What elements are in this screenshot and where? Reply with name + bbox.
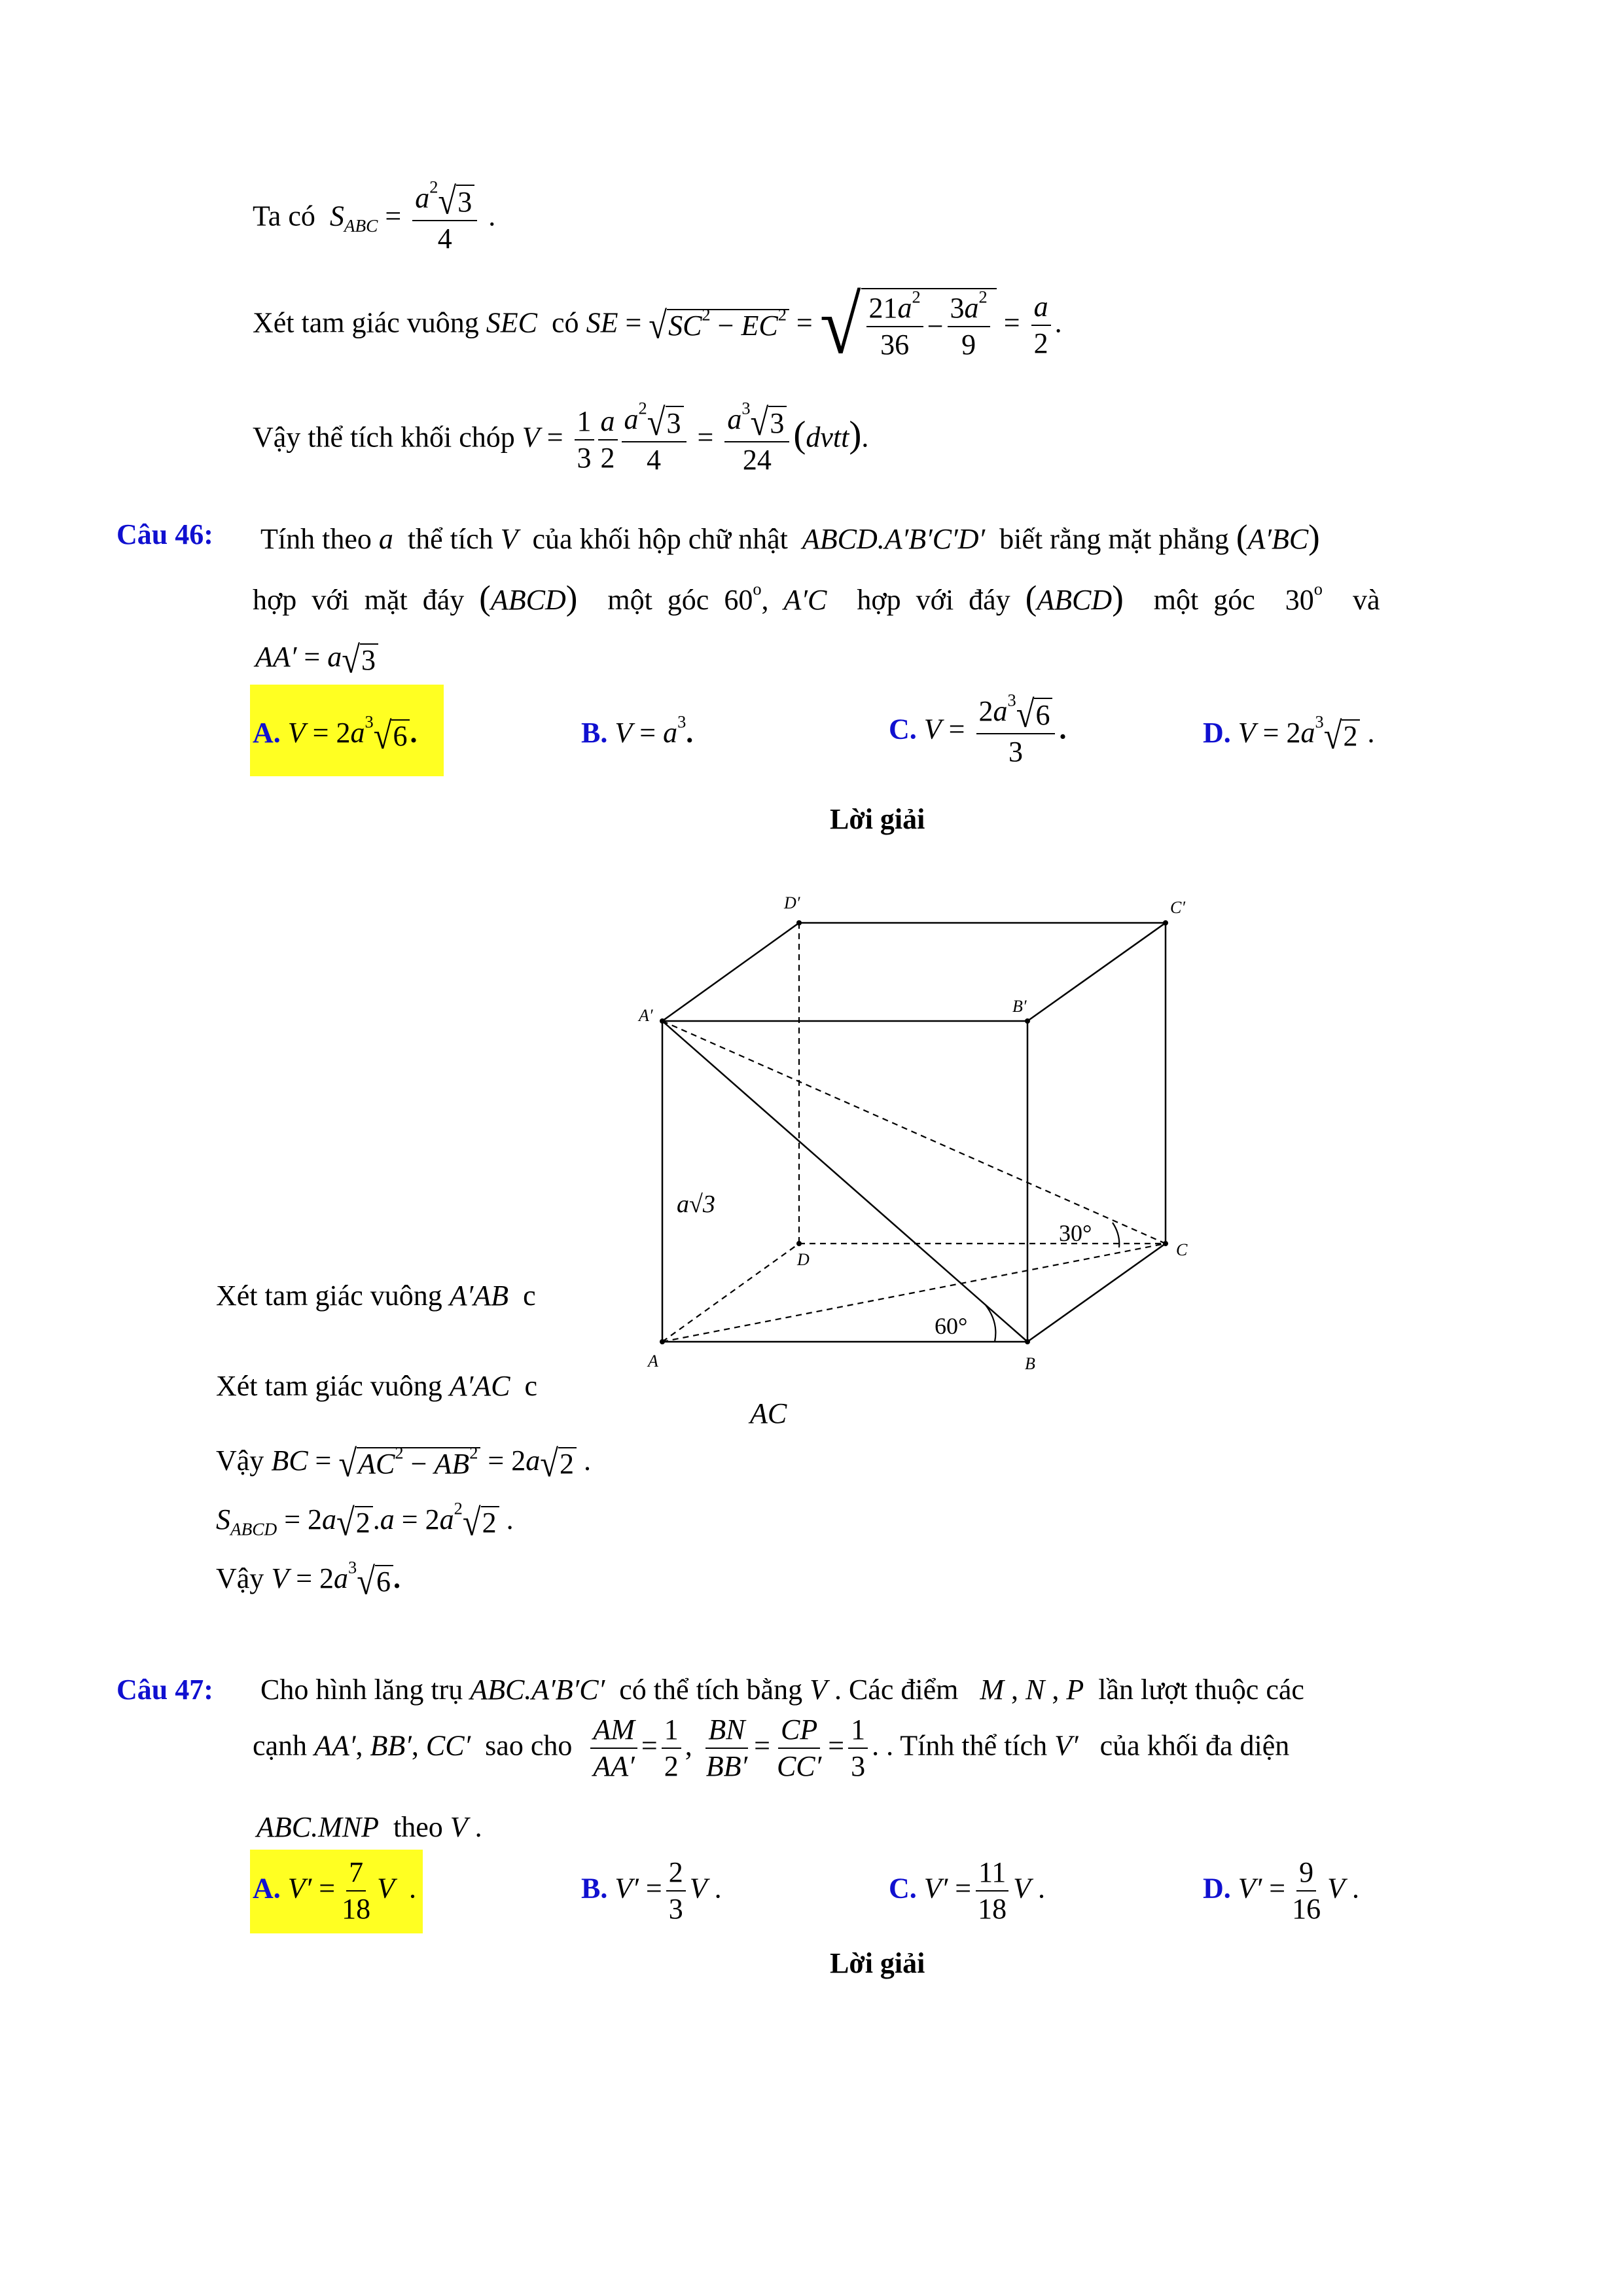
q46-sol-ac: AC — [750, 1397, 787, 1429]
label-b: B — [1025, 1354, 1035, 1373]
q46-text-line3: AA′ = a √ 3 — [255, 643, 378, 676]
label-angle-30: 30° — [1059, 1220, 1092, 1246]
segment-a1b — [662, 1021, 1027, 1342]
label-b1: B′ — [1012, 997, 1027, 1016]
q47-option-c[interactable]: C. V′ = $\frac{11}{18}$ V . — [889, 1856, 1046, 1926]
sol45-line2: Xét tam giác vuông SEC có SE = √ $SC^2 - EC^2$ = √ $\frac{21a^2}{36}$ − $\frac{3a^2}{9}$ = $\frac{a}{2}$ . — [253, 279, 1062, 371]
q47-option-b[interactable]: B. V′ = $\frac{2}{3}$ V . — [581, 1856, 722, 1926]
q46-option-d[interactable]: D. $V = 2a^3$ √ 2 . — [1203, 711, 1375, 757]
label-c: C — [1176, 1240, 1188, 1259]
label-a: A — [648, 1352, 658, 1371]
q46-solution-title: Lời giải — [830, 803, 925, 835]
angle-arc-60 — [986, 1305, 995, 1342]
edge-a1d1 — [662, 923, 799, 1021]
q47-text-line3: ABC.MNP theo V . — [257, 1811, 482, 1843]
sol45-line3: Vậy thể tích khối chóp V = $\frac{1}{3}$ $\frac{a}{2}$ $a^2$ √ 3 4 = $a^3$ √ 3 24 (dvtt). — [253, 398, 869, 476]
edge-bc — [1027, 1244, 1166, 1342]
label-d: D — [797, 1250, 810, 1269]
q46-sol-line3: Vậy BC = √ $AC^2 - AB^2$ = 2a √ 2 . — [216, 1442, 591, 1484]
q47-option-a[interactable]: A. V′ = $\frac{7}{18}$ V . — [253, 1856, 417, 1926]
q46-option-c[interactable]: C. V = $2a^3$ √ 6 3 . — [889, 690, 1067, 768]
sol45-line1: Ta có $S_{ABC}$ = $a^2$ √ 3 4 . — [253, 177, 496, 255]
q47-text-line1: Cho hình lăng trụ ABC.A′B′C′ có thể tích bằng V . Các điểm M , N , P lần lượt thuộc các — [260, 1674, 1304, 1706]
q46-sol-line4: $S_{ABCD} = 2a$ √ 2 $.a = 2a^2$ √ 2 . — [216, 1498, 514, 1543]
q46-sol-line5: Vậy $V = 2a^3$ √ 6 . — [216, 1557, 401, 1602]
q46-label: Câu 46: — [116, 518, 213, 550]
label-edge-a-sqrt3: a√3 — [677, 1191, 715, 1218]
edge-b1c1 — [1027, 923, 1166, 1021]
q46-sol-line1: Xét tam giác vuông A′AB c — [216, 1280, 536, 1312]
diagonal-a1c — [662, 1021, 1166, 1244]
q46-text-line2: hợp với mặt đáy (ABCD) một góc 60$^o$, A′C hợp với đáy (ABCD) một góc 30$^o$ và — [253, 579, 1380, 617]
q47-solution-title: Lời giải — [830, 1947, 925, 1979]
q47-text-line2: cạnh AA′, BB′, CC′ sao cho $\frac{AM}{AA'}$ = $\frac{1}{2}$ , $\frac{BN}{BB'}$ = $\frac{CP}{CC'}$ = $\frac{1}{3}$ . . Tính thể tích V′ của khối đa diện — [253, 1713, 1290, 1783]
label-a1: A′ — [639, 1006, 653, 1025]
diagonal-ac — [662, 1244, 1166, 1342]
q46-option-b[interactable]: B. $V = a^3$. — [581, 711, 694, 749]
q47-option-d[interactable]: D. V′ = $\frac{9}{16}$ V . — [1203, 1856, 1360, 1926]
q46-option-a[interactable]: A. $V = 2a^3$ √ 6 . — [253, 711, 418, 757]
label-c1: C′ — [1170, 898, 1186, 917]
q46-sol-line2: Xét tam giác vuông A′AC c — [216, 1370, 538, 1402]
edge-ad-hidden — [662, 1244, 799, 1342]
label-d1: D′ — [784, 893, 800, 912]
q46-text-line1: Tính theo a thể tích V của khối hộp chữ nhật ABCD.A′B′C′D′ biết rằng mặt phẳng (A′BC) — [260, 518, 1320, 556]
q47-label: Câu 47: — [116, 1674, 213, 1706]
label-angle-60: 60° — [935, 1313, 968, 1339]
